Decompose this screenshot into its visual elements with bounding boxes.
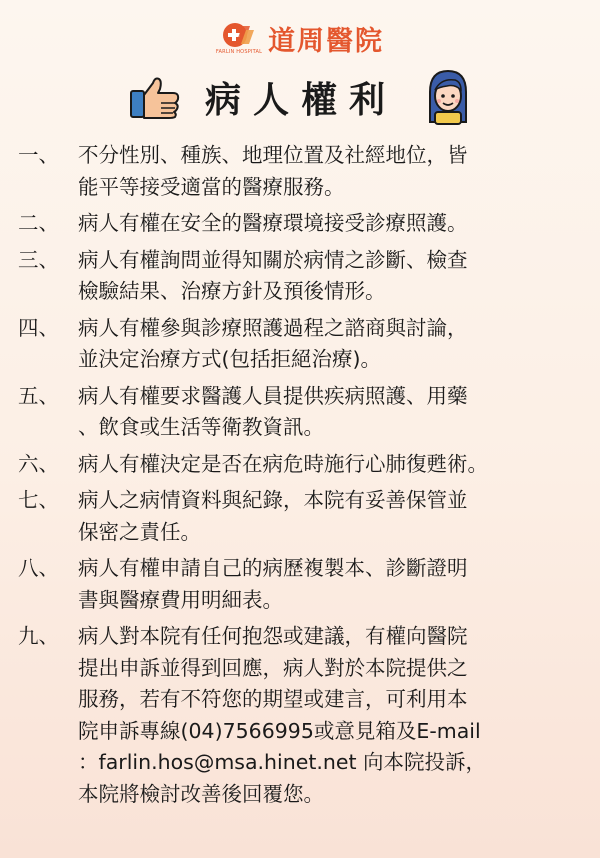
- item-text: 病人有權決定是否在病危時施行心肺復甦術。: [78, 451, 488, 476]
- list-item: [18, 208, 590, 240]
- hospital-logo: [0, 14, 600, 62]
- item-number: 八、: [18, 556, 59, 580]
- list-item: [18, 553, 590, 616]
- title-row: [0, 66, 600, 128]
- item-number: 五、: [18, 383, 59, 408]
- item-text: 病人有權申請自己的病歷複製本、診斷證明 書與醫療費用明細表。: [78, 556, 468, 612]
- page-title: 病人權利: [204, 79, 397, 121]
- list-item: [18, 485, 590, 548]
- list-item: [18, 140, 590, 203]
- patient-avatar-icon: [425, 68, 471, 126]
- list-item: [18, 449, 590, 481]
- item-number: 六、: [18, 451, 59, 476]
- item-text: 病人有權要求醫護人員提供疾病照護、用藥 、飲食或生活等衛教資訊。: [78, 383, 468, 439]
- item-number: 二、: [18, 211, 59, 235]
- item-text: 病人有權在安全的醫療環境接受診療照護。: [78, 211, 468, 235]
- list-item: [18, 313, 590, 376]
- item-text: 病人對本院有任何抱怨或建議，有權向醫院 提出申訴並得到回應，病人對於本院提供之 服務，若有不符您的期望或建言，可利用本 院申訴專線(04)7566995或意見箱及E-mail ：farlin.hos@msa.hinet.net 向本院投訴， 本院將檢討改善後回覆您。: [78, 624, 487, 806]
- list-item: [18, 245, 590, 308]
- item-text: 病人之病情資料與紀錄，本院有妥善保管並 保密之責任。: [78, 488, 468, 544]
- list-item: [18, 381, 590, 444]
- item-number: 四、: [18, 315, 59, 340]
- item-text: 病人有權詢問並得知關於病情之診斷、檢查 檢驗結果、治療方針及預後情形。: [78, 247, 468, 303]
- list-item: [18, 621, 590, 810]
- logo-subtitle: FARLIN HOSPITAL: [215, 48, 263, 55]
- item-number: 三、: [18, 247, 59, 272]
- item-number: 七、: [18, 488, 59, 512]
- thumbs-up-icon: [129, 75, 181, 119]
- item-number: 九、: [18, 624, 59, 648]
- hospital-cross-icon: [222, 22, 256, 48]
- item-number: 一、: [18, 143, 59, 167]
- rights-list: [18, 140, 590, 815]
- hospital-name: 道周醫院: [268, 25, 385, 57]
- logo-mark: [216, 22, 262, 55]
- item-text: 病人有權參與診療照護過程之諮商與討論， 並決定治療方式(包括拒絕治療)。: [78, 315, 468, 371]
- item-text: 不分性別、種族、地理位置及社經地位，皆 能平等接受適當的醫療服務。: [78, 143, 468, 199]
